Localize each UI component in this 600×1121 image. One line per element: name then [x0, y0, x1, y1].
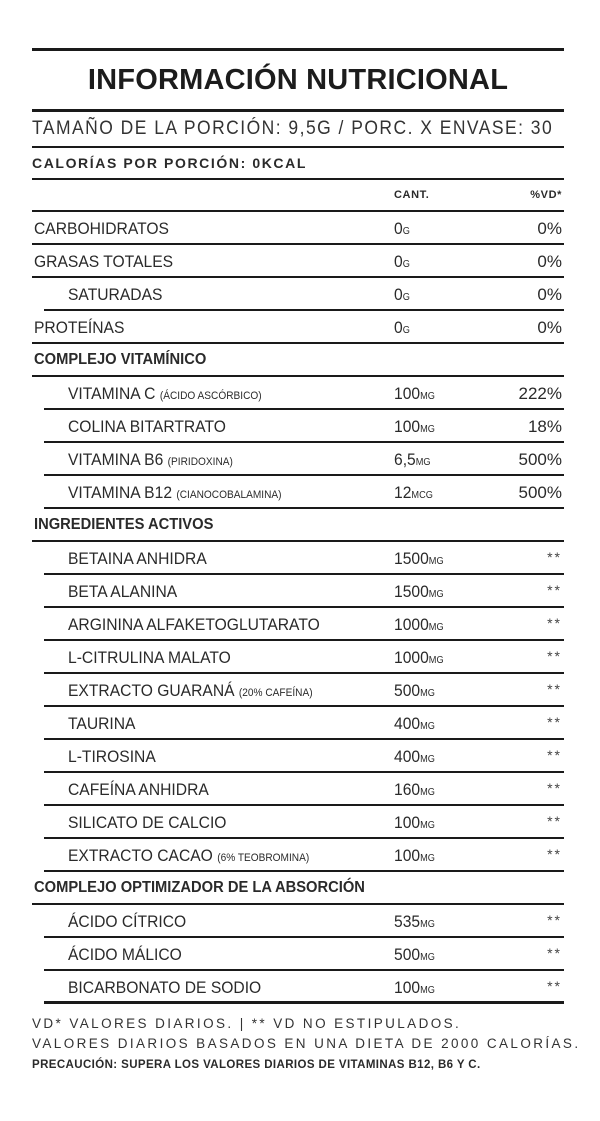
ingredient-qty: 100MG	[394, 846, 435, 865]
panel-title: INFORMACIÓN NUTRICIONAL	[87, 64, 509, 96]
nutrient-qty: 0G	[394, 252, 410, 271]
ingredient-dv: **	[547, 846, 562, 862]
nutrient-dv: 222%	[518, 384, 562, 403]
nutrient-name: VITAMINA B6 (PIRIDOXINA)	[68, 450, 233, 469]
nutrient-dv: 0%	[537, 318, 562, 337]
ingredient-name: EXTRACTO GUARANÁ (20% CAFEÍNA)	[68, 681, 313, 700]
section-title: COMPLEJO VITAMÍNICO	[34, 351, 207, 368]
ingredient-dv: **	[547, 582, 562, 598]
table-row	[44, 608, 564, 641]
ingredient-dv: **	[547, 615, 562, 631]
footer-caution: PRECAUCIÓN: SUPERA LOS VALORES DIARIOS DE VITAMINAS B12, B6 Y C.	[32, 1059, 481, 1071]
nutrient-qty: 0G	[394, 318, 410, 337]
nutrient-dv: 18%	[527, 417, 562, 436]
table-row	[44, 542, 564, 575]
ingredient-name: EXTRACTO CACAO (6% TEOBROMINA)	[68, 846, 310, 865]
column-qty-header: CANT.	[394, 189, 430, 201]
ingredient-name: BETAINA ANHIDRA	[68, 549, 207, 568]
table-row	[44, 278, 564, 311]
nutrient-name: VITAMINA B12 (CIANOCOBALAMINA)	[68, 483, 282, 502]
ingredient-dv: **	[547, 549, 562, 565]
ingredient-qty: 400MG	[394, 747, 435, 766]
ingredient-qty: 500MG	[394, 945, 435, 964]
table-row	[44, 773, 564, 806]
nutrient-qty: 100MG	[394, 417, 435, 436]
nutrition-facts-panel	[32, 48, 564, 1004]
nutrient-dv: 0%	[537, 219, 562, 238]
nutrient-dv: 0%	[537, 285, 562, 304]
table-row	[32, 212, 564, 245]
table-row	[44, 938, 564, 971]
nutrient-name: VITAMINA C (ÁCIDO ASCÓRBICO)	[68, 384, 262, 403]
ingredient-name: TAURINA	[68, 714, 136, 733]
table-row	[44, 377, 564, 410]
ingredient-qty: 1000MG	[394, 615, 444, 634]
ingredient-qty: 500MG	[394, 681, 435, 700]
ingredient-name: BICARBONATO DE SODIO	[68, 978, 262, 997]
table-row	[44, 839, 564, 872]
nutrient-name: SATURADAS	[68, 285, 163, 304]
table-row	[44, 410, 564, 443]
ingredient-qty: 400MG	[394, 714, 435, 733]
ingredient-name: L-CITRULINA MALATO	[68, 648, 231, 667]
ingredient-qty: 100MG	[394, 978, 435, 997]
nutrient-name: PROTEÍNAS	[34, 318, 125, 337]
column-headers	[32, 180, 564, 212]
nutrient-qty: 6,5MG	[394, 450, 431, 469]
nutrient-name: GRASAS TOTALES	[34, 252, 174, 271]
ingredient-name: BETA ALANINA	[68, 582, 178, 601]
table-row	[32, 311, 564, 344]
ingredient-dv: **	[547, 780, 562, 796]
nutrient-qty: 12MCG	[394, 483, 433, 502]
ingredient-dv: **	[547, 648, 562, 664]
footer-notes	[32, 1014, 581, 1076]
ingredient-qty: 535MG	[394, 912, 435, 931]
ingredient-dv: **	[547, 813, 562, 829]
nutrient-dv: 0%	[537, 252, 562, 271]
table-row	[44, 476, 564, 509]
table-row	[44, 707, 564, 740]
ingredient-qty: 1500MG	[394, 549, 444, 568]
calories-per-serving: CALORÍAS POR PORCIÓN: 0KCAL	[32, 155, 307, 171]
section-header-vitamins	[32, 344, 564, 377]
ingredient-name: CAFEÍNA ANHIDRA	[68, 780, 209, 799]
nutrient-dv: 500%	[518, 450, 562, 469]
nutrient-qty: 0G	[394, 219, 410, 238]
ingredient-name: L-TIROSINA	[68, 747, 156, 766]
ingredient-name: ÁCIDO CÍTRICO	[68, 912, 187, 931]
nutrient-qty: 100MG	[394, 384, 435, 403]
ingredient-dv: **	[547, 747, 562, 763]
ingredient-dv: **	[547, 681, 562, 697]
table-row	[32, 245, 564, 278]
ingredient-qty: 1500MG	[394, 582, 444, 601]
nutrient-name: COLINA BITARTRATO	[68, 417, 226, 436]
ingredient-dv: **	[547, 714, 562, 730]
ingredient-dv: **	[547, 978, 562, 994]
section-header-actives	[32, 509, 564, 542]
table-row	[44, 674, 564, 707]
table-row	[44, 971, 564, 1004]
ingredient-name: SILICATO DE CALCIO	[68, 813, 227, 832]
table-row	[44, 641, 564, 674]
table-row	[44, 806, 564, 839]
ingredient-name: ARGININA ALFAKETOGLUTARATO	[68, 615, 320, 634]
section-header-absorption	[32, 872, 564, 905]
nutrient-name: CARBOHIDRATOS	[34, 219, 169, 238]
nutrient-dv: 500%	[518, 483, 562, 502]
column-dv-header: %VD*	[530, 189, 562, 201]
table-row	[44, 740, 564, 773]
ingredient-qty: 160MG	[394, 780, 435, 799]
ingredient-name: ÁCIDO MÁLICO	[68, 945, 182, 964]
footer-dv-legend: VD* VALORES DIARIOS. | ** VD NO ESTIPULADOS.	[32, 1016, 462, 1031]
ingredient-qty: 1000MG	[394, 648, 444, 667]
table-row	[44, 443, 564, 476]
section-title: COMPLEJO OPTIMIZADOR DE LA ABSORCIÓN	[34, 879, 365, 896]
table-row	[44, 575, 564, 608]
footer-diet-basis: VALORES DIARIOS BASADOS EN UNA DIETA DE 2000 CALORÍAS.	[32, 1036, 581, 1051]
ingredient-dv: **	[547, 945, 562, 961]
ingredient-dv: **	[547, 912, 562, 928]
nutrient-qty: 0G	[394, 285, 410, 304]
serving-size: TAMAÑO DE LA PORCIÓN: 9,5G / PORC. X ENVASE: 30	[32, 118, 554, 139]
table-row	[44, 905, 564, 938]
ingredient-qty: 100MG	[394, 813, 435, 832]
section-title: INGREDIENTES ACTIVOS	[34, 516, 214, 533]
